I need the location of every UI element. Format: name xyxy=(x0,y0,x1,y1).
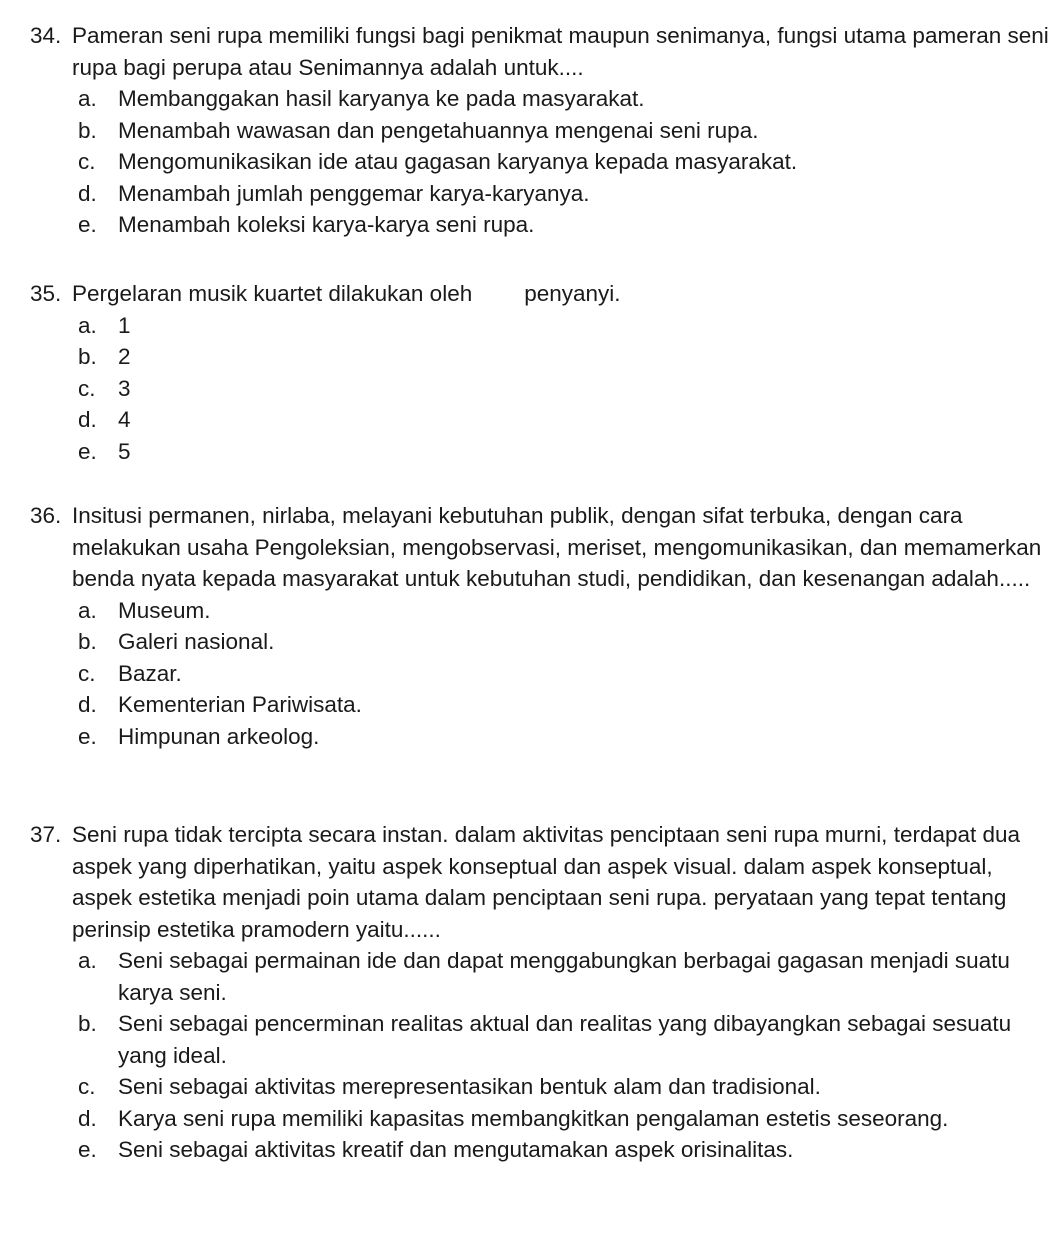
option-letter: a. xyxy=(78,597,97,623)
question-stem xyxy=(30,500,1055,595)
option-a[interactable] xyxy=(30,945,1055,1008)
option-e[interactable] xyxy=(30,436,1055,468)
option-letter: c. xyxy=(78,660,96,686)
question-text xyxy=(72,278,1055,310)
option-letter: d. xyxy=(78,692,97,717)
option-text: Himpunan arkeolog. xyxy=(118,723,320,749)
question-number: 36. xyxy=(30,503,62,528)
option-letter: c. xyxy=(78,375,96,401)
option-c[interactable] xyxy=(30,373,1055,405)
option-letter: c. xyxy=(78,149,96,174)
option-b[interactable] xyxy=(30,626,1055,658)
question-text: Insitusi permanen, nirlaba, melayani kebutuhan publik, dengan sifat terbuka, dengan cara melakukan usaha Pengoleksian, mengobservasi, meriset, mengomunikasikan, dan memamerkan benda nyata kepada masyarakat untuk kebutuhan studi, pendidikan, dan kesenangan adalah..... xyxy=(72,503,1042,591)
option-a[interactable] xyxy=(30,595,1055,627)
option-letter: b. xyxy=(78,1011,97,1036)
option-d[interactable] xyxy=(30,178,1055,210)
question-number: 34. xyxy=(30,23,62,48)
option-e[interactable] xyxy=(30,1134,1055,1166)
answer-options xyxy=(30,83,1055,241)
option-letter: c. xyxy=(78,1074,96,1099)
option-text: Karya seni rupa memiliki kapasitas membangkitkan pengalaman estetis seseorang. xyxy=(118,1105,949,1131)
option-text: Galeri nasional. xyxy=(118,629,275,654)
question-35 xyxy=(30,278,1055,467)
option-text: 1 xyxy=(118,312,131,338)
answer-options xyxy=(30,595,1055,753)
option-letter: d. xyxy=(78,407,97,432)
option-text: Seni sebagai pencerminan realitas aktual dan realitas yang dibayangkan sebagai sesuatu yang ideal. xyxy=(118,1011,1012,1068)
option-text: 5 xyxy=(118,438,131,464)
question-text-after-blank: penyanyi. xyxy=(524,281,621,306)
question-36 xyxy=(30,500,1055,752)
question-number: 35. xyxy=(30,281,62,306)
option-text: Mengomunikasikan ide atau gagasan karyanya kepada masyarakat. xyxy=(118,149,798,174)
option-d[interactable] xyxy=(30,1103,1055,1135)
option-letter: e. xyxy=(78,1137,97,1162)
option-text: Menambah koleksi karya-karya seni rupa. xyxy=(118,212,535,237)
question-stem xyxy=(30,278,1055,310)
option-letter: a. xyxy=(78,948,97,973)
answer-options xyxy=(30,945,1055,1166)
question-stem xyxy=(30,819,1055,945)
option-letter: a. xyxy=(78,312,97,338)
option-text: 4 xyxy=(118,407,131,432)
option-letter: b. xyxy=(78,629,97,654)
option-text: Menambah wawasan dan pengetahuannya mengenai seni rupa. xyxy=(118,117,759,143)
option-b[interactable] xyxy=(30,115,1055,147)
option-letter: e. xyxy=(78,212,97,237)
option-d[interactable] xyxy=(30,404,1055,436)
option-c[interactable] xyxy=(30,658,1055,690)
option-a[interactable] xyxy=(30,310,1055,342)
question-stem xyxy=(30,20,1055,83)
question-text-before-blank: Pergelaran musik kuartet dilakukan oleh xyxy=(72,281,473,306)
option-text: Membanggakan hasil karyanya ke pada masyarakat. xyxy=(118,86,645,111)
option-b[interactable] xyxy=(30,1008,1055,1071)
option-text: Bazar. xyxy=(118,660,182,686)
option-text: Seni sebagai aktivitas merepresentasikan bentuk alam dan tradisional. xyxy=(118,1074,821,1099)
option-c[interactable] xyxy=(30,146,1055,178)
option-b[interactable] xyxy=(30,341,1055,373)
option-text: 3 xyxy=(118,375,131,401)
question-number: 37. xyxy=(30,822,62,847)
question-34 xyxy=(30,20,1055,241)
option-text: Museum. xyxy=(118,597,211,623)
option-text: Seni sebagai permainan ide dan dapat menggabungkan berbagai gagasan menjadi suatu karya seni. xyxy=(118,948,1010,1005)
question-37 xyxy=(30,819,1055,1166)
question-text: Seni rupa tidak tercipta secara instan. dalam aktivitas penciptaan seni rupa murni, terdapat dua aspek yang diperhatikan, yaitu aspek konseptual dan aspek visual. dalam aspek konseptual, aspek estetika menjadi poin utama dalam penciptaan seni rupa. peryataan yang tepat tentang perinsip estetika pramodern yaitu...... xyxy=(72,822,1021,942)
option-letter: d. xyxy=(78,1105,97,1131)
answer-options xyxy=(30,310,1055,468)
option-e[interactable] xyxy=(30,209,1055,241)
option-text: Kementerian Pariwisata. xyxy=(118,692,362,717)
option-letter: b. xyxy=(78,344,97,369)
option-text: Seni sebagai aktivitas kreatif dan mengutamakan aspek orisinalitas. xyxy=(118,1137,794,1162)
option-letter: d. xyxy=(78,180,97,206)
option-a[interactable] xyxy=(30,83,1055,115)
option-c[interactable] xyxy=(30,1071,1055,1103)
question-text: Pameran seni rupa memiliki fungsi bagi penikmat maupun senimanya, fungsi utama pameran seni rupa bagi perupa atau Senimannya adalah untuk.... xyxy=(72,23,1049,80)
option-d[interactable] xyxy=(30,689,1055,721)
option-text: Menambah jumlah penggemar karya-karyanya. xyxy=(118,180,590,206)
option-letter: b. xyxy=(78,117,97,143)
option-text: 2 xyxy=(118,344,131,369)
option-letter: e. xyxy=(78,723,97,749)
option-letter: e. xyxy=(78,438,97,464)
option-letter: a. xyxy=(78,86,97,111)
option-e[interactable] xyxy=(30,721,1055,753)
